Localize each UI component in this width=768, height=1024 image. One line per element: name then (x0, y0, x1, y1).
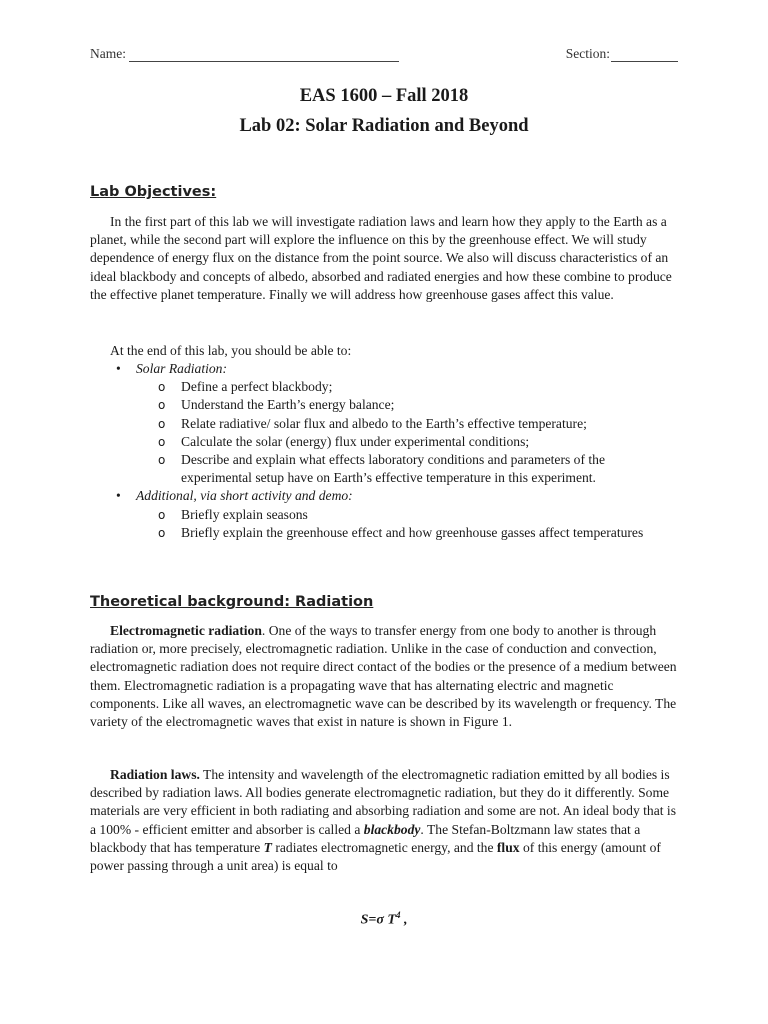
rl-body-2: . The Stefan-Boltzmann law states that a blackbody that has temperature (90, 821, 641, 855)
list-item (90, 415, 680, 433)
list-item (90, 433, 680, 451)
rl-body-1: The intensity and wavelength of the electromagnetic radiation emitted by all bodies is described by radiation laws. All bodies generate electromagnetic radiation, but they do it differently. Some materials are very efficient in both radiating and absorbing radiation and some are not. An ideal body that is a 100% - efficient emitter and absorber is called a (90, 767, 676, 837)
list-item (90, 524, 680, 542)
stefan-boltzmann-formula (0, 910, 768, 929)
sub-bullet-icon: o (158, 398, 166, 413)
list-item (90, 378, 680, 396)
objectives-intro-text: In the first part of this lab we will investigate radiation laws and learn how they apply to the Earth as a planet, while the second part will explore the influence on this by the greenhouse effect. We will study dependence of energy flux on the distance from the point source. We also will discuss characteristics of an ideal blackbody and concepts of albedo, absorbed and radiated energies and how these combine to produce the effective planet temperature. Finally we will address how greenhouse gases affect this value. (90, 214, 672, 302)
formula-main: S=σ T (360, 912, 396, 928)
list-item-text: Calculate the solar (energy) flux under experimental conditions; (181, 433, 530, 449)
bullet-icon: • (116, 488, 121, 504)
name-label: Name: (90, 46, 126, 61)
list-item (90, 487, 680, 505)
course-title: EAS 1600 – Fall 2018 (299, 86, 469, 106)
name-field[interactable] (90, 46, 399, 62)
list-item (90, 396, 680, 414)
rl-body-4: of this energy (amount of power passing through a unit area) is equal to (90, 839, 661, 874)
list-item-text: Briefly explain seasons (181, 506, 308, 522)
em-body: . One of the ways to transfer energy from one body to another is through radiation or, more precisely, electromagnetic radiation. Unlike in the case of conduction and convection, electromagnetic radiation does not require direct contact of the bodies or the presence of a medium between them. Electromagnetic radiation is a propagating wave that has alternating electric and magnetic components. Like all waves, an electromagnetic wave can be described by its wavelength or frequency. The variety of the electromagnetic waves that exist in nature is shown in Figure 1. (90, 623, 677, 730)
lab-title: Lab 02: Solar Radiation and Beyond (239, 116, 529, 136)
sub-bullet-icon: o (158, 507, 166, 522)
list-item-text: Understand the Earth’s energy balance; (181, 397, 395, 413)
list-item-text: Describe and explain what effects laboratory conditions and parameters of the experimental setup have on Earth’s effective temperature in this experiment. (181, 452, 606, 486)
section-blank-line[interactable] (611, 49, 678, 62)
rl-flux: flux (496, 839, 520, 855)
objectives-end-text (90, 342, 680, 360)
objectives-heading: Lab Objectives: (90, 184, 217, 200)
list-item-text: Define a perfect blackbody; (181, 379, 333, 395)
rl-title: Radiation laws. (110, 767, 200, 782)
sub-bullet-icon: o (158, 525, 166, 540)
section-label: Section: (565, 46, 610, 61)
objectives-intro (90, 213, 680, 304)
sub-bullet-icon: o (158, 380, 166, 395)
theory-heading: Theoretical background: Radiation (90, 594, 374, 610)
list-item (90, 506, 680, 524)
rl-T: T (263, 839, 272, 855)
bullet-icon: • (116, 361, 121, 376)
group-label: Additional, via short activity and demo: (136, 488, 353, 504)
em-radiation-paragraph (90, 622, 680, 731)
rl-blackbody: blackbody (363, 821, 421, 837)
group-label: Solar Radiation: (136, 361, 228, 376)
list-item-text: Briefly explain the greenhouse effect and how greenhouse gasses affect temperatures (181, 524, 644, 540)
objectives-end-text-content: At the end of this lab, you should be able to: (110, 343, 352, 358)
objectives-list (90, 360, 680, 542)
sub-bullet-icon: o (158, 453, 166, 468)
header-row (90, 46, 678, 68)
formula-exponent: 4 (395, 910, 401, 920)
rl-body-3: radiates electromagnetic energy, and the (271, 839, 497, 855)
list-item-text: Relate radiative/ solar flux and albedo to the Earth’s effective temperature; (181, 415, 587, 431)
list-item (90, 451, 680, 487)
sub-bullet-icon: o (158, 416, 166, 431)
sub-bullet-icon: o (158, 434, 166, 449)
em-title: Electromagnetic radiation (110, 623, 262, 638)
formula-tail: , (400, 912, 408, 928)
radiation-laws-paragraph (90, 766, 680, 875)
list-item (90, 360, 680, 378)
section-field[interactable] (566, 46, 678, 62)
name-blank-line[interactable] (129, 49, 399, 62)
